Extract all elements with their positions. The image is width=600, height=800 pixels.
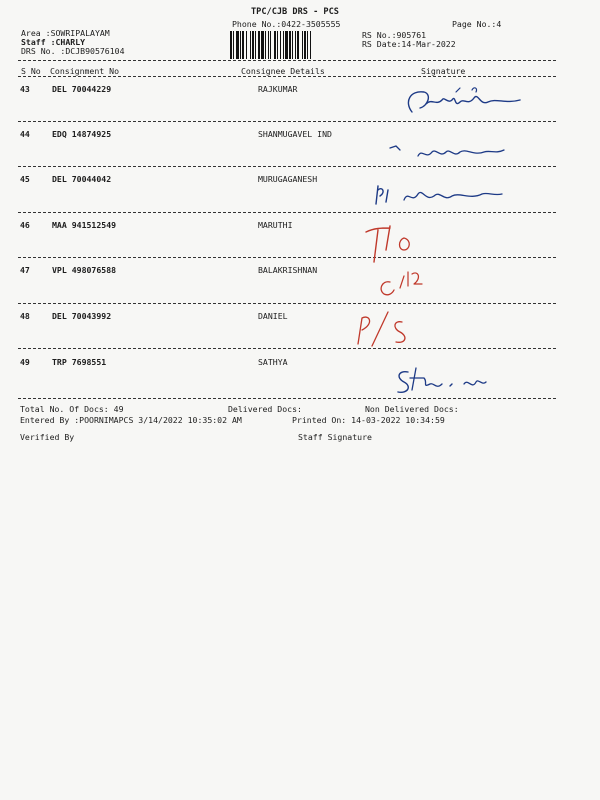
handwritten-signature	[370, 180, 510, 212]
column-header-consignment: Consignment No	[50, 66, 120, 76]
row-consignee: SATHYA	[258, 357, 288, 367]
row-sno: 46	[20, 220, 30, 230]
column-header-consignee: Consignee Details	[241, 66, 325, 76]
table-row	[18, 220, 556, 260]
handwritten-signature	[372, 266, 432, 306]
rs-date: RS Date:14-Mar-2022	[362, 39, 456, 49]
handwritten-signature	[356, 220, 426, 266]
row-sno: 47	[20, 265, 30, 275]
drs-number: DRS No. :DCJB90576104	[21, 46, 125, 56]
row-consignee: MURUGAGANESH	[258, 174, 318, 184]
staff-signature-label: Staff Signature	[298, 432, 372, 442]
row-divider	[18, 398, 556, 399]
divider	[18, 60, 556, 61]
row-consignment-no: MAA 941512549	[52, 220, 117, 230]
staff-label: Staff :CHARLY	[21, 37, 86, 47]
row-consignee: RAJKUMAR	[258, 84, 298, 94]
printed-on: Printed On: 14-03-2022 10:34:59	[292, 415, 445, 425]
row-divider	[18, 257, 556, 258]
row-sno: 43	[20, 84, 30, 94]
handwritten-signature	[384, 138, 514, 168]
delivered-docs: Delivered Docs:	[228, 404, 302, 414]
row-consignee: BALAKRISHNAN	[258, 265, 318, 275]
document-title: TPC/CJB DRS - PCS	[251, 7, 339, 17]
row-consignment-no: VPL 498076588	[52, 265, 117, 275]
rs-number: RS No.:905761	[362, 30, 427, 40]
verified-by: Verified By	[20, 432, 75, 442]
barcode	[229, 31, 355, 59]
column-header-signature: Signature	[421, 66, 466, 76]
row-consignment-no: DEL 70044042	[52, 174, 112, 184]
page-number: Page No.:4	[452, 19, 502, 29]
table-row	[18, 265, 556, 305]
row-consignment-no: DEL 70044229	[52, 84, 112, 94]
row-consignment-no: TRP 7698551	[52, 357, 107, 367]
row-consignment-no: EDQ 14874925	[52, 129, 112, 139]
total-docs: Total No. Of Docs: 49	[20, 404, 124, 414]
row-sno: 48	[20, 311, 30, 321]
row-consignee: MARUTHI	[258, 220, 293, 230]
handwritten-signature	[350, 308, 420, 354]
phone-number: Phone No.:0422-3505555	[232, 19, 341, 29]
non-delivered-docs: Non Delivered Docs:	[365, 404, 459, 414]
handwritten-signature	[398, 82, 528, 124]
divider	[18, 76, 556, 77]
row-divider	[18, 348, 556, 349]
handwritten-signature	[388, 362, 498, 398]
row-sno: 49	[20, 357, 30, 367]
row-divider	[18, 212, 556, 213]
row-consignee: SHANMUGAVEL IND	[258, 129, 332, 139]
column-header-sno: S No	[21, 66, 41, 76]
row-consignee: DANIEL	[258, 311, 288, 321]
row-divider	[18, 303, 556, 304]
row-consignment-no: DEL 70043992	[52, 311, 112, 321]
row-sno: 45	[20, 174, 30, 184]
table-row	[18, 311, 556, 351]
entered-by: Entered By :POORNIMAPCS 3/14/2022 10:35:02 AM	[20, 415, 242, 425]
row-sno: 44	[20, 129, 30, 139]
area-label: Area :SOWRIPALAYAM	[21, 28, 110, 38]
